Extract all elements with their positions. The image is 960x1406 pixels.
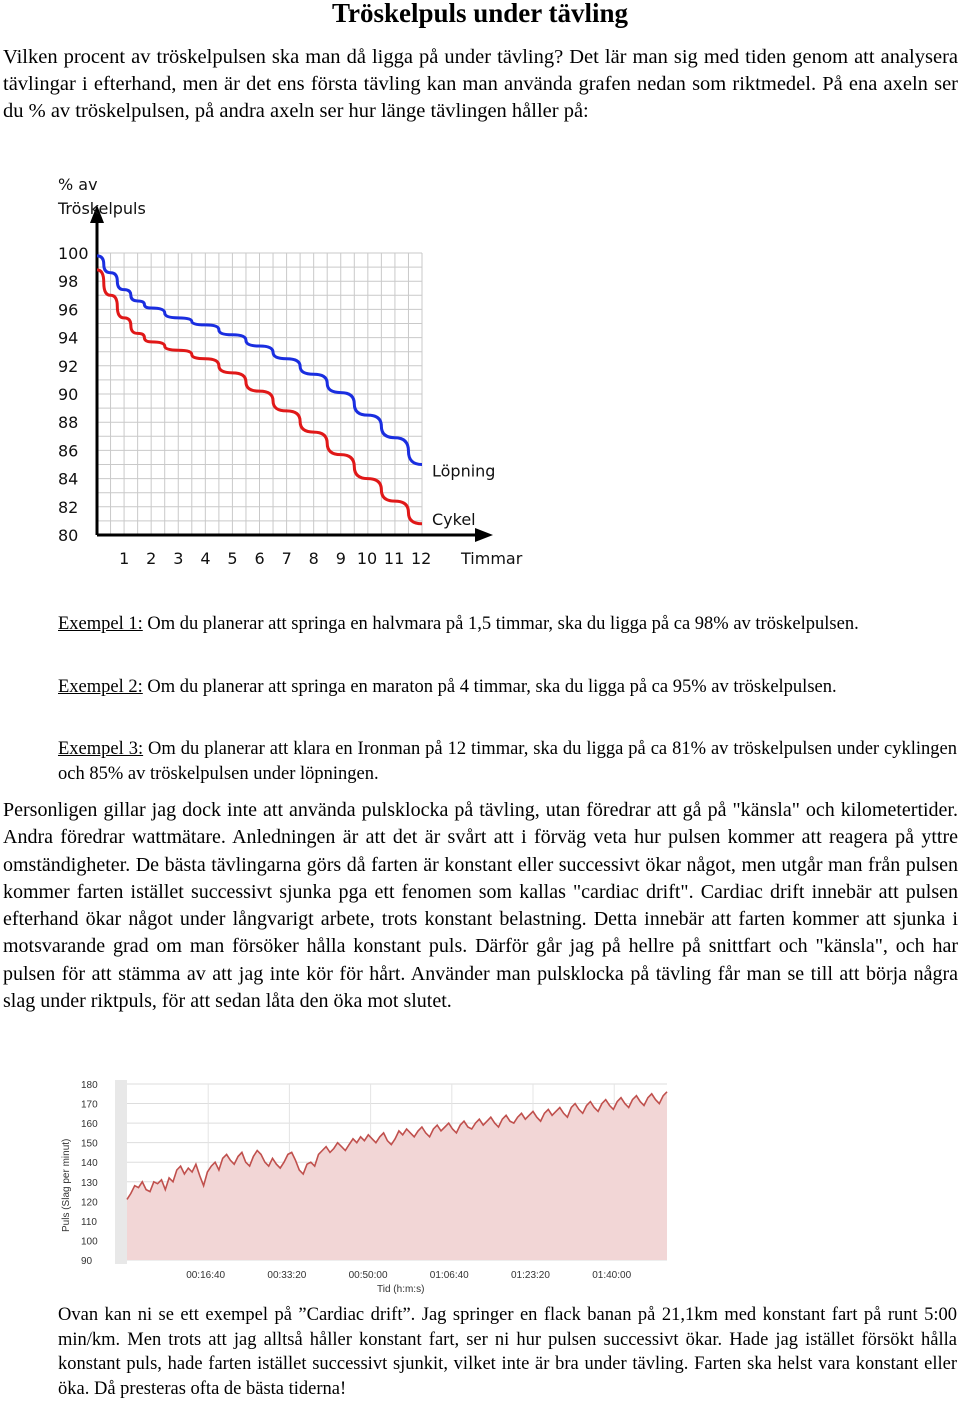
x-tick-label: 01:40:00 bbox=[592, 1270, 632, 1281]
x-tick-label: 3 bbox=[173, 549, 184, 568]
y-tick-label: 84 bbox=[58, 469, 79, 489]
x-tick-label: 7 bbox=[281, 549, 292, 568]
x-tick-label: 01:06:40 bbox=[429, 1270, 469, 1281]
example-3 bbox=[58, 737, 957, 786]
example-3-label: Exempel 3: bbox=[58, 739, 144, 759]
y-tick-label: 100 bbox=[58, 244, 89, 263]
cardiac-drift-chart bbox=[55, 1070, 675, 1295]
x-tick-label: 1 bbox=[119, 549, 130, 568]
threshold-pulse-chart bbox=[40, 170, 560, 590]
x-tick-label: 00:16:40 bbox=[186, 1270, 226, 1281]
y-tick-label: 120 bbox=[81, 1197, 98, 1209]
x-axis-label: Tid (h:m:s) bbox=[377, 1284, 425, 1295]
y-axis-label: % av bbox=[58, 175, 98, 194]
y-tick-label: 90 bbox=[58, 385, 79, 404]
x-tick-label: 10 bbox=[356, 549, 378, 568]
series-label: Cykel bbox=[432, 510, 476, 529]
y-tick-label: 94 bbox=[58, 328, 79, 348]
y-axis-label: Tröskelpuls bbox=[58, 199, 146, 218]
example-2-label: Exempel 2: bbox=[58, 677, 143, 697]
y-axis-label: Puls (Slag per minut) bbox=[61, 1138, 72, 1232]
personal-paragraph: Personligen gillar jag dock inte att använda pulsklocka på tävling, utan föredrar att gå på "känsla" och kilometertider. Andra föredrar wattmätare. Anledningen är att det är svårt att i förväg veta hur pulsen kommer att reagera på yttre omständigheter. De bästa tävlingarna görs då farten är konstant eller successivt ökar något, men utgår man från pulsen kommer farten istället successivt sjunka pga ett fenomen som kallas "cardiac drift". Cardiac drift innebär att pulsen efterhand ökar något under långvarigt arbete, trots konstant belastning. Detta innebär att farten kommer att sjunka i motsvarande grad om man försöker hålla konstant puls. Därför går jag på hellre på snittfart och "känsla", och har pulsen för att stämma av att jag inte kör för hårt. Använder man pulsklocka på tävling får man se till att börja några slag under riktpuls, för att sedan låta den öka mot slutet. bbox=[3, 799, 958, 1013]
y-tick-label: 90 bbox=[81, 1256, 93, 1267]
x-tick-label: 00:33:20 bbox=[267, 1270, 307, 1281]
y-tick-label: 180 bbox=[81, 1080, 98, 1091]
y-tick-label: 160 bbox=[81, 1119, 98, 1131]
series-label: Löpning bbox=[432, 461, 496, 481]
y-tick-label: 130 bbox=[81, 1177, 98, 1189]
y-tick-label: 100 bbox=[81, 1236, 98, 1248]
example-2-text: Om du planerar att springa en maraton på 4 timmar, ska du ligga på ca 95% av tröskelpulsen. bbox=[142, 677, 837, 697]
y-axis-bar bbox=[115, 1080, 127, 1264]
y-tick-label: 170 bbox=[81, 1099, 98, 1111]
x-tick-label: 00:50:00 bbox=[348, 1270, 388, 1281]
example-1 bbox=[58, 612, 957, 637]
x-tick-label: 11 bbox=[383, 549, 405, 568]
x-tick-label: 4 bbox=[200, 549, 211, 568]
y-tick-label: 92 bbox=[58, 356, 79, 376]
y-tick-label: 86 bbox=[58, 441, 79, 461]
x-tick-label: 9 bbox=[335, 549, 346, 568]
y-tick-label: 110 bbox=[81, 1216, 97, 1228]
example-3-text: Om du planerar att klara en Ironman på 12 timmar, ska du ligga på ca 81% av tröskelpulsen under cyklingen och 85% av tröskelpulsen under löpningen. bbox=[58, 739, 957, 784]
closing-paragraph: Ovan kan ni se ett exempel på ”Cardiac drift”. Jag springer en flack banan på 21,1km med konstant fart på runt 5:00 min/km. Men trots att jag alltså håller konstant fart, ser ni hur pulsen successivt ökar. Hade jag istället försökt hålla konstant puls, hade farten istället successivt sjunkit, vilket inte är bra under tävling. Farten ska helst vara konstant eller öka. Då presteras ofta de bästa tiderna! bbox=[58, 1305, 957, 1399]
example-1-text: Om du planerar att springa en halvmara på 1,5 timmar, ska du ligga på ca 98% av tröskelpulsen. bbox=[142, 614, 859, 634]
x-tick-label: 2 bbox=[146, 549, 157, 568]
x-tick-label: 12 bbox=[411, 549, 432, 568]
example-2 bbox=[58, 675, 957, 700]
x-tick-label: 01:23:20 bbox=[511, 1270, 550, 1281]
y-tick-label: 82 bbox=[58, 497, 79, 517]
page-title: Tröskelpuls under tävling bbox=[331, 0, 629, 28]
x-axis-label: Timmar bbox=[461, 549, 523, 568]
x-axis-arrow bbox=[475, 528, 493, 542]
y-tick-label: 88 bbox=[58, 413, 79, 433]
example-1-label: Exempel 1: bbox=[58, 614, 143, 634]
y-tick-label: 150 bbox=[81, 1138, 98, 1150]
x-tick-label: 8 bbox=[308, 549, 319, 568]
y-tick-label: 140 bbox=[81, 1158, 98, 1170]
intro-paragraph: Vilken procent av tröskelpulsen ska man då ligga på under tävling? Det lär man sig med tiden genom att analysera tävlingar i efterhand, men är det ens första tävling kan man använda grafen nedan som riktmedel. På ena axeln ser du % av tröskelpulsen, på andra axeln ser hur länge tävlingen håller på: bbox=[3, 46, 958, 122]
y-tick-label: 80 bbox=[58, 526, 79, 545]
y-tick-label: 98 bbox=[58, 272, 79, 292]
x-tick-label: 5 bbox=[227, 549, 238, 568]
x-tick-label: 6 bbox=[254, 549, 265, 568]
y-tick-label: 96 bbox=[58, 300, 79, 320]
